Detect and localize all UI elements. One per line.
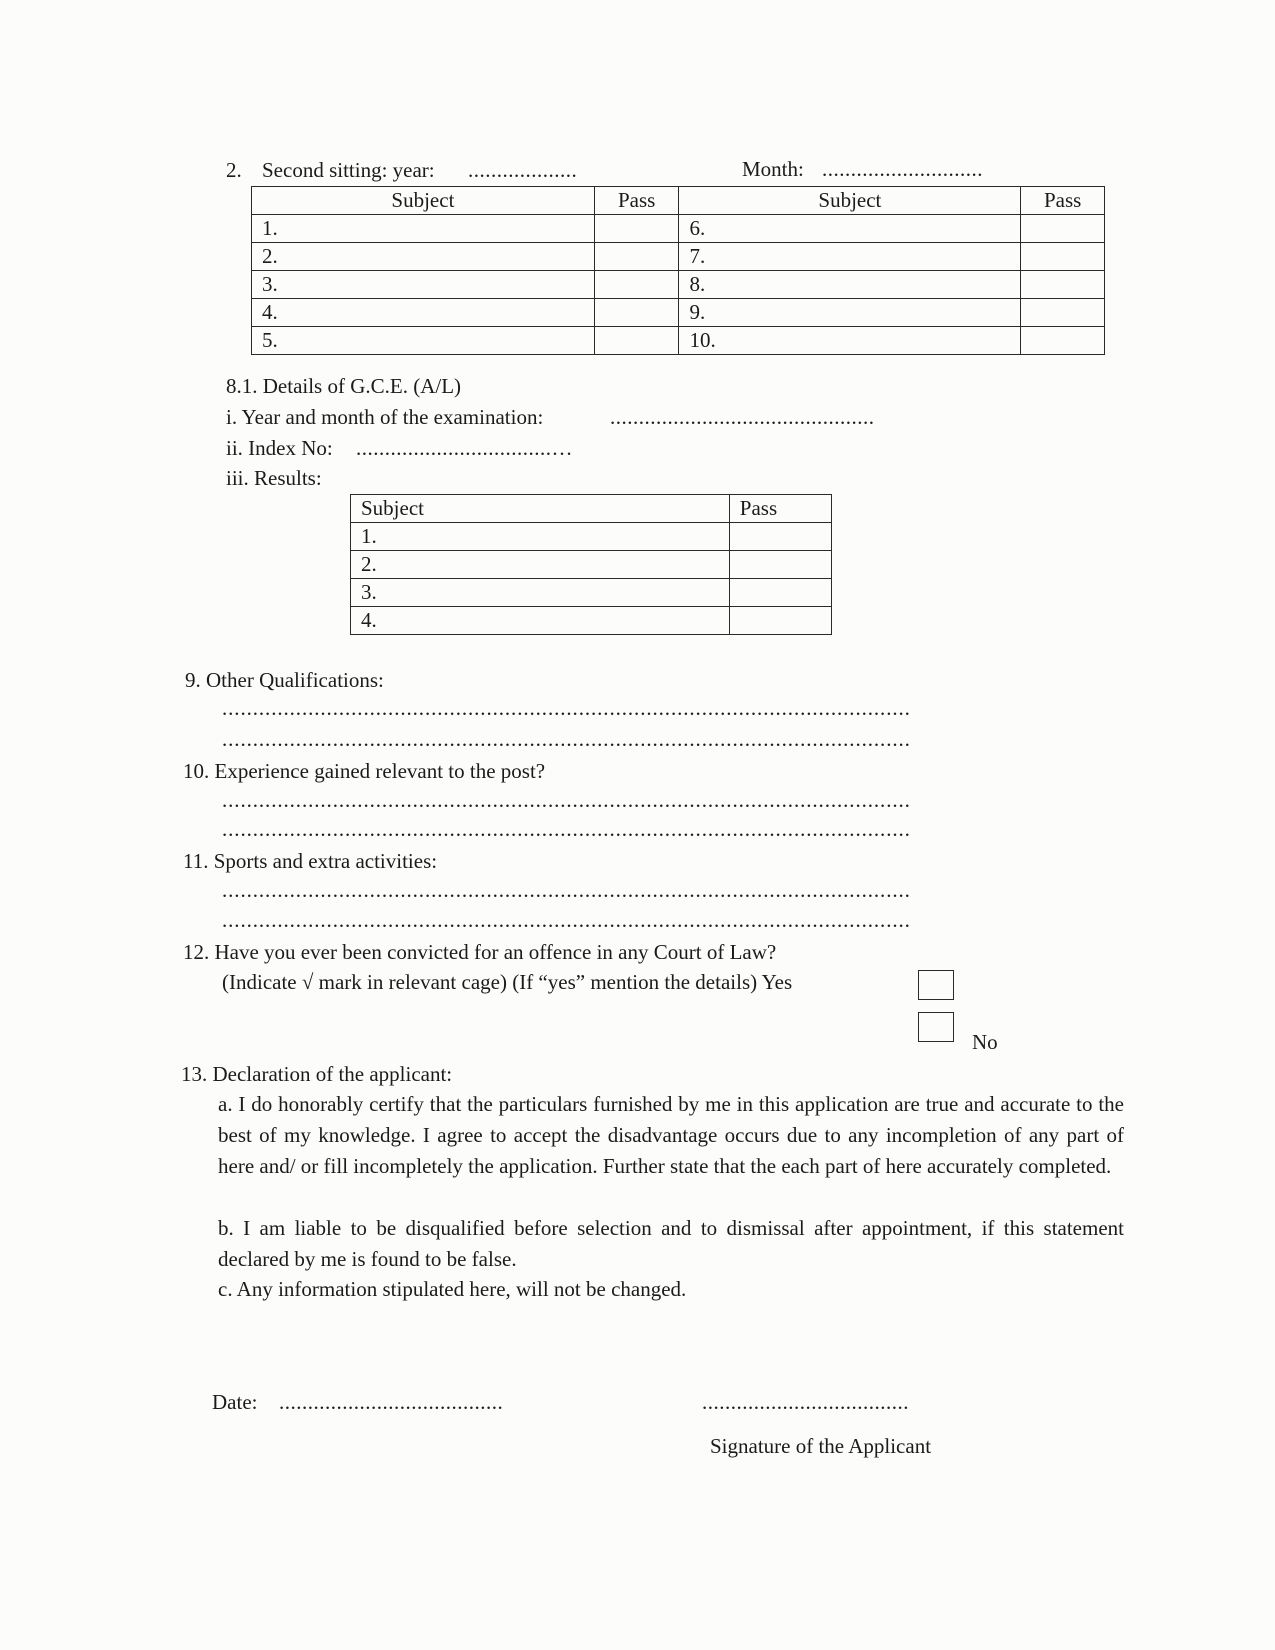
table-row: [351, 523, 832, 551]
pass-cell[interactable]: [1021, 299, 1105, 327]
subject-cell[interactable]: 2.: [351, 551, 730, 579]
table-header-pass: Pass: [1021, 187, 1105, 215]
q11-answer-line-1[interactable]: ................................................................................................................: [222, 878, 911, 902]
q9-answer-line-2[interactable]: ................................................................................................................: [222, 727, 911, 751]
subject-cell[interactable]: 1.: [252, 215, 595, 243]
q9-label: 9. Other Qualifications:: [185, 668, 384, 692]
subject-cell[interactable]: 9.: [679, 299, 1021, 327]
subject-cell[interactable]: 5.: [252, 327, 595, 355]
q12-instruction: (Indicate √ mark in relevant cage) (If “yes” mention the details) Yes: [222, 970, 793, 994]
table-header-pass: Pass: [729, 495, 831, 523]
pass-cell[interactable]: [1021, 243, 1105, 271]
pass-cell[interactable]: [594, 243, 679, 271]
al-year-field[interactable]: ..............................................: [610, 405, 875, 429]
declaration-b: b. I am liable to be disqualified before selection and to dismissal after appointment, if this statement declared by me is found to be false.: [218, 1216, 1124, 1271]
subject-cell[interactable]: 10.: [679, 327, 1021, 355]
table-header-subject: Subject: [252, 187, 595, 215]
q10-answer-line-2[interactable]: ................................................................................................................: [222, 817, 911, 841]
al-index-field[interactable]: ..................................…: [356, 436, 573, 460]
date-field[interactable]: .......................................: [279, 1390, 504, 1414]
q9-answer-line-1[interactable]: ................................................................................................................: [222, 696, 911, 720]
q11-label: 11. Sports and extra activities:: [183, 849, 438, 873]
table-row: [252, 271, 1105, 299]
subject-cell[interactable]: 8.: [679, 271, 1021, 299]
al-results-table: [350, 494, 832, 635]
al-results-label: iii. Results:: [226, 466, 322, 490]
table-row: [351, 551, 832, 579]
pass-cell[interactable]: [594, 299, 679, 327]
q13-label: 13. Declaration of the applicant:: [181, 1062, 453, 1086]
table-row: [252, 299, 1105, 327]
subject-cell[interactable]: 4.: [351, 607, 730, 635]
second-sitting-results-table: [251, 186, 1105, 355]
yes-checkbox[interactable]: [918, 970, 954, 1000]
second-sitting-number: 2.: [226, 158, 242, 182]
no-checkbox[interactable]: [918, 1012, 954, 1042]
pass-cell[interactable]: [1021, 271, 1105, 299]
subject-cell[interactable]: 4.: [252, 299, 595, 327]
pass-cell[interactable]: [1021, 215, 1105, 243]
second-sitting-year-field[interactable]: ...................: [468, 158, 578, 182]
pass-cell[interactable]: [594, 271, 679, 299]
date-label: Date:: [212, 1390, 258, 1414]
table-row: [351, 607, 832, 635]
subject-cell[interactable]: 7.: [679, 243, 1021, 271]
q11-answer-line-2[interactable]: ................................................................................................................: [222, 908, 911, 932]
signature-line[interactable]: ....................................: [702, 1390, 909, 1414]
subject-cell[interactable]: 2.: [252, 243, 595, 271]
second-sitting-month-label: Month:: [742, 157, 804, 181]
pass-cell[interactable]: [729, 523, 831, 551]
al-year-label: i. Year and month of the examination:: [226, 405, 544, 429]
second-sitting-month-field[interactable]: ............................: [822, 157, 983, 181]
pass-cell[interactable]: [1021, 327, 1105, 355]
table-header-subject: Subject: [679, 187, 1021, 215]
subject-cell[interactable]: 1.: [351, 523, 730, 551]
table-row: [252, 327, 1105, 355]
table-header-pass: Pass: [594, 187, 679, 215]
subject-cell[interactable]: 3.: [252, 271, 595, 299]
declaration-a: a. I do honorably certify that the particulars furnished by me in this application are true and accurate to the best of my knowledge. I agree to accept the disadvantage occurs due to any incompletion of any part of here and/ or fill incompletely the application. Further state that the each part of here accurately completed.: [218, 1092, 1124, 1178]
pass-cell[interactable]: [594, 215, 679, 243]
al-index-label: ii. Index No:: [226, 436, 333, 460]
table-header-subject: Subject: [351, 495, 730, 523]
declaration-c: c. Any information stipulated here, will not be changed.: [218, 1277, 687, 1301]
subject-cell[interactable]: 6.: [679, 215, 1021, 243]
pass-cell[interactable]: [594, 327, 679, 355]
q10-answer-line-1[interactable]: ................................................................................................................: [222, 788, 911, 812]
pass-cell[interactable]: [729, 579, 831, 607]
table-row: [351, 579, 832, 607]
pass-cell[interactable]: [729, 607, 831, 635]
second-sitting-year-label: Second sitting: year:: [262, 158, 435, 182]
subject-cell[interactable]: 3.: [351, 579, 730, 607]
table-row: [252, 243, 1105, 271]
no-label: No: [972, 1030, 998, 1054]
pass-cell[interactable]: [729, 551, 831, 579]
q12-label: 12. Have you ever been convicted for an offence in any Court of Law?: [183, 940, 777, 964]
al-heading: 8.1. Details of G.C.E. (A/L): [226, 374, 462, 398]
q10-label: 10. Experience gained relevant to the post?: [183, 759, 546, 783]
table-row: [252, 215, 1105, 243]
signature-label: Signature of the Applicant: [710, 1434, 932, 1458]
